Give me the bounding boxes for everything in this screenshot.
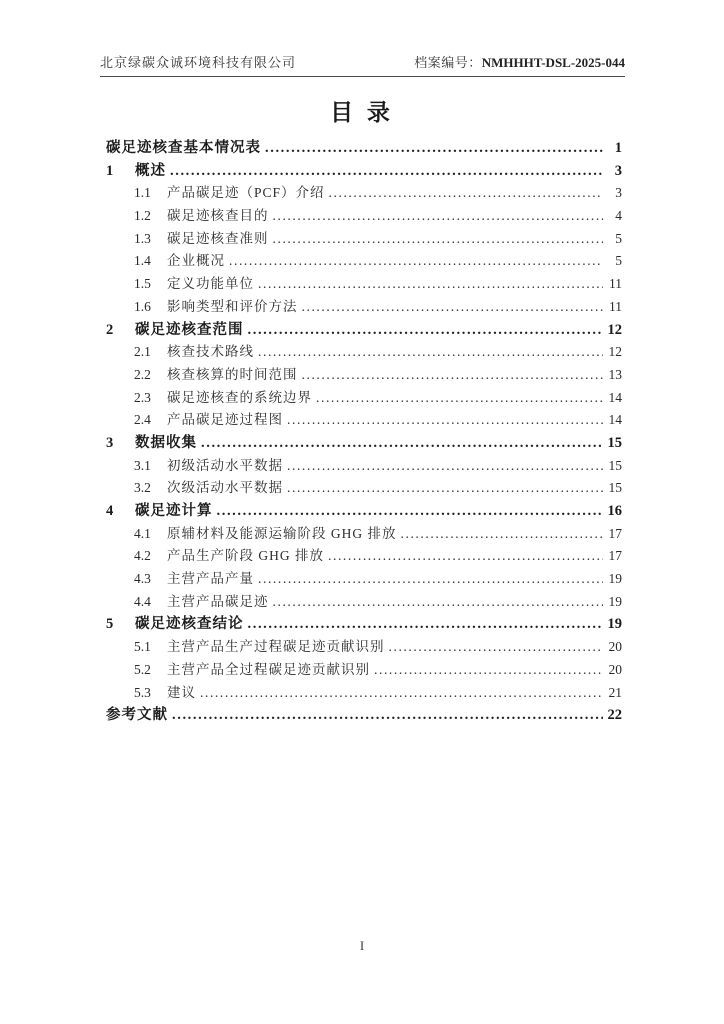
toc-entry: [128, 476, 622, 499]
toc-entry-label: 产品碳足迹过程图: [167, 412, 283, 428]
toc-entry-label: 主营产品产量: [167, 571, 254, 587]
toc-dot-leader: [201, 435, 603, 452]
toc-entry-page: 21: [608, 684, 622, 700]
toc-entry-number: 1.5: [134, 276, 151, 292]
toc-entry-number: 3: [106, 434, 115, 451]
toc-entry-label: 影响类型和评价方法: [167, 298, 298, 314]
toc-entry-number: 1.2: [134, 208, 151, 224]
toc-entry-page: 19: [608, 571, 622, 587]
archive-value: NMHHHT-DSL-2025-044: [481, 55, 625, 70]
toc-dot-leader: [265, 140, 603, 157]
toc-entry-page: 19: [607, 616, 622, 633]
toc-entry-label: 产品生产阶段 GHG 排放: [167, 548, 324, 564]
toc-entry: [128, 522, 622, 545]
toc-entry: [128, 272, 622, 295]
toc-entry-number: 1.1: [134, 185, 151, 201]
toc-entry-label: 核查技术路线: [167, 344, 254, 360]
toc-entry: [100, 159, 622, 182]
toc-entry: [100, 431, 622, 454]
toc-entry-page: 16: [607, 503, 622, 519]
toc-entry-label: 定义功能单位: [167, 276, 254, 292]
toc-entry-number: 1.3: [134, 230, 151, 246]
toc-entry-label: 原辅材料及能源运输阶段 GHG 排放: [167, 525, 397, 541]
toc-entry-label: 碳足迹核查的系统边界: [167, 389, 312, 405]
toc-dot-leader: [302, 299, 604, 315]
page-title: 目 录: [330, 100, 394, 125]
toc-entry: [128, 408, 622, 431]
toc-entry: [128, 590, 622, 613]
toc-entry-number: 4.2: [134, 548, 151, 564]
toc-entry-page: 14: [608, 389, 622, 405]
toc-entry-number: 4.1: [134, 525, 151, 541]
toc-entry: [128, 681, 622, 704]
toc-entry-label: 产品碳足迹（PCF）介绍: [167, 185, 325, 201]
toc-entry-number: 1.4: [134, 253, 151, 269]
toc-entry-page: 1: [614, 140, 622, 156]
toc-entry-label: 次级活动水平数据: [167, 480, 283, 496]
toc-entry-label: 碳足迹核查目的: [167, 208, 269, 224]
toc-entry: [100, 136, 622, 159]
toc-entry-number: 4.4: [134, 593, 151, 609]
toc-entry-label: 碳足迹核查基本情况表: [106, 140, 261, 156]
toc-entry-page: 17: [608, 548, 622, 564]
toc-entry-label: 主营产品碳足迹: [167, 593, 269, 609]
toc: [100, 136, 622, 726]
page-header: [100, 52, 625, 77]
toc-entry-number: 2.4: [134, 412, 151, 428]
toc-entry: [128, 544, 622, 567]
toc-dot-leader: [200, 685, 603, 701]
toc-entry-page: 3: [614, 162, 622, 179]
archive-label: 档案编号：: [414, 55, 482, 70]
toc-entry: [100, 318, 622, 341]
footer-page-number: I: [359, 938, 365, 953]
toc-dot-leader: [316, 390, 603, 406]
toc-entry-number: 2.3: [134, 389, 151, 405]
toc-entry-number: 5.1: [134, 639, 151, 655]
toc-entry-label: 碳足迹核查准则: [167, 230, 269, 246]
toc-entry-number: 4.3: [134, 571, 151, 587]
toc-dot-leader: [273, 594, 604, 610]
toc-dot-leader: [170, 163, 603, 180]
toc-dot-leader: [217, 503, 604, 520]
toc-entry: [128, 386, 622, 409]
toc-entry-number: 4: [106, 503, 115, 519]
toc-entry: [128, 363, 622, 386]
toc-entry-page: 5: [615, 230, 622, 246]
toc-entry: [100, 499, 622, 522]
archive-number: [414, 52, 625, 71]
toc-entry-label: 核查核算的时间范围: [167, 366, 298, 382]
toc-entry-number: 5.3: [134, 684, 151, 700]
toc-dot-leader: [302, 367, 604, 383]
toc-dot-leader: [248, 616, 604, 633]
toc-dot-leader: [258, 571, 603, 587]
toc-dot-leader: [287, 458, 603, 474]
toc-entry-page: 17: [608, 525, 622, 541]
toc-entry-label: 碳足迹核查结论: [135, 616, 244, 633]
toc-entry: [128, 340, 622, 363]
toc-entry-number: 1.6: [134, 298, 151, 314]
toc-entry-label: 企业概况: [167, 253, 225, 269]
toc-dot-leader: [248, 322, 604, 339]
toc-entry-label: 碳足迹核查范围: [135, 321, 244, 338]
toc-entry-page: 15: [608, 457, 622, 473]
toc-entry-number: 1: [106, 162, 115, 179]
toc-entry-label: 建议: [167, 684, 196, 700]
toc-dot-leader: [287, 480, 603, 496]
toc-entry: [100, 612, 622, 635]
toc-dot-leader: [401, 526, 604, 542]
toc-dot-leader: [258, 344, 603, 360]
toc-entry-page: 14: [608, 412, 622, 428]
toc-entry: [128, 567, 622, 590]
toc-entry-page: 11: [609, 276, 622, 292]
toc-dot-leader: [172, 707, 603, 724]
toc-entry-page: 5: [615, 253, 622, 269]
toc-entry-page: 12: [607, 321, 622, 338]
toc-entry-number: 5.2: [134, 661, 151, 677]
toc-entry-number: 2.1: [134, 344, 151, 360]
toc-dot-leader: [389, 639, 604, 655]
toc-entry-page: 3: [615, 185, 622, 201]
toc-entry: [128, 249, 622, 272]
toc-dot-leader: [329, 185, 603, 201]
toc-entry: [128, 227, 622, 250]
toc-dot-leader: [229, 253, 603, 269]
toc-entry-page: 4: [615, 208, 622, 224]
toc-entry-label: 碳足迹计算: [135, 503, 213, 519]
company-name: 北京绿碳众诚环境科技有限公司: [100, 55, 297, 70]
toc-entry-number: 2: [106, 321, 115, 338]
toc-entry-page: 19: [608, 593, 622, 609]
toc-entry-page: 20: [608, 639, 622, 655]
toc-entry-page: 15: [608, 480, 622, 496]
toc-entry-label: 概述: [135, 162, 166, 179]
toc-entry-label: 数据收集: [135, 434, 197, 451]
toc-entry-page: 20: [608, 661, 622, 677]
toc-entry-page: 15: [607, 434, 622, 451]
toc-dot-leader: [258, 276, 603, 292]
toc-entry-page: 12: [608, 344, 622, 360]
toc-entry-page: 11: [609, 298, 622, 314]
toc-entry-label: 主营产品生产过程碳足迹贡献识别: [167, 639, 385, 655]
toc-entry-number: 2.2: [134, 366, 151, 382]
toc-entry: [100, 703, 622, 726]
toc-entry-label: 参考文献: [106, 707, 168, 724]
toc-dot-leader: [287, 412, 603, 428]
toc-dot-leader: [374, 662, 603, 678]
toc-entry-page: 13: [608, 366, 622, 382]
toc-entry-number: 3.1: [134, 457, 151, 473]
toc-entry: [128, 658, 622, 681]
toc-entry: [128, 635, 622, 658]
toc-entry: [128, 295, 622, 318]
toc-dot-leader: [273, 208, 604, 224]
toc-entry-page: 22: [607, 707, 622, 724]
toc-entry-label: 初级活动水平数据: [167, 457, 283, 473]
toc-entry: [128, 181, 622, 204]
toc-dot-leader: [328, 548, 603, 564]
toc-entry: [128, 204, 622, 227]
toc-entry-number: 3.2: [134, 480, 151, 496]
toc-entry-label: 主营产品全过程碳足迹贡献识别: [167, 661, 370, 677]
toc-entry: [128, 454, 622, 477]
toc-entry-number: 5: [106, 616, 115, 633]
toc-dot-leader: [273, 231, 604, 247]
